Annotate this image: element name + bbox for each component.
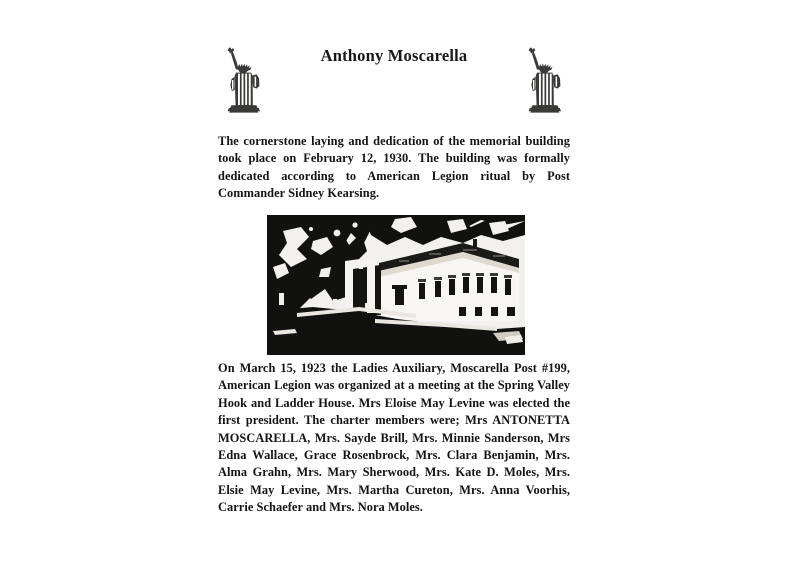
memorial-building-photo (267, 215, 525, 355)
statue-of-liberty-icon (518, 42, 570, 116)
paragraph-ladies-auxiliary: On March 15, 1923 the Ladies Auxiliary, Moscarella Post #199, American Legion was organized at a meeting at the Spring Valley Hook and Ladder House. Mrs Eloise May Levine was elected the first president. The charter members were; Mrs ANTONETTA MOSCARELLA, Mrs. Sayde Brill, Mrs. Minnie Sanderson, Mrs Edna Wallace, Grace Rosenbrock, Mrs. Clara Benjamin, Mrs. Alma Grahn, Mrs. Mary Sherwood, Mrs. Kate D. Moles, Mrs. Elsie May Levine, Mrs. Martha Cureton, Mrs. Anna Voorhis, Carrie Schaefer and Mrs. Nora Moles. (218, 361, 570, 515)
page-title: Anthony Moscarella (320, 46, 468, 65)
document-header (218, 40, 570, 120)
paragraph-cornerstone-dedication: The cornerstone laying and dedication of the memorial building took place on February 12, 1930. The building was formally dedicated according to American Legion ritual by Post Commander Sidney Kearsing. (218, 134, 570, 201)
